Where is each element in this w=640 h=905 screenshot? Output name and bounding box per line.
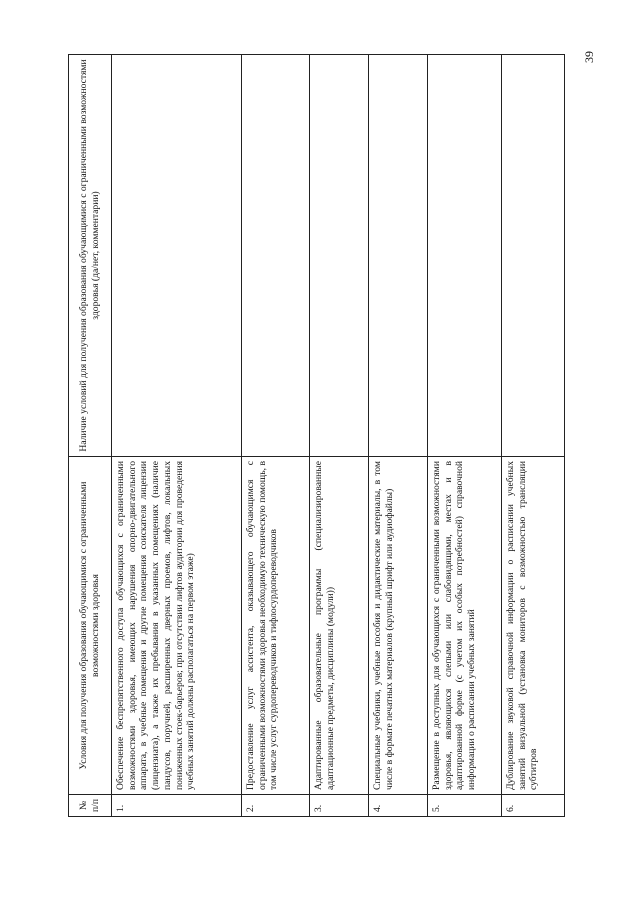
table-row [369,55,428,817]
row-number: 5. [428,795,502,817]
row-availability [428,55,502,457]
header-availability: Наличие условий для получения образования обучающимися с ограниченными возможностями здоровья (да/нет, комментарии) [69,55,112,457]
row-condition: Размещение в доступных для обучающихся с ограниченными возможностями здоровья, являющихся слепыми или слабовидящими, местах и в адаптированной форме (с учетом их особых потребностей) справочной информации о расписании учебных занятий [428,457,502,795]
row-number: 2. [242,795,310,817]
conditions-table [68,54,565,817]
row-availability [369,55,428,457]
row-number: 1. [112,795,242,817]
row-availability [112,55,242,457]
table-header-row [69,55,112,817]
row-condition: Адаптированные образовательные программы (специализированные адаптационные предметы, дисциплины (модули)) [310,457,369,795]
header-condition: Условия для получения образования обучающимися с ограниченными возможностями здоровья [69,457,112,795]
row-availability [502,55,565,457]
table-row [428,55,502,817]
row-availability [310,55,369,457]
row-condition: Обеспечение беспрепятственного доступа обучающихся с ограниченными возможностями здоровья, имеющих нарушения опорно-двигательного аппарата, в учебные помещения и другие помещения соискателя лицензии (лицензиата), а также их пребывания в указанных помещениях (наличие пандусов, поручней, расширенных дверных проемов, лифтов, локальных пониженных стоек-барьеров; при отсутствии лифтов аудитории для проведения учебных занятий должны располагаться на первом этаже) [112,457,242,795]
header-num: № п/п [69,795,112,817]
table-row [112,55,242,817]
row-condition: Дублирование звуковой справочной информации о расписании учебных занятий визуальной (установка мониторов с возможностью трансляции субтитров [502,457,565,795]
table-row [242,55,310,817]
table-row [310,55,369,817]
row-number: 4. [369,795,428,817]
row-number: 6. [502,795,565,817]
page-number: 39 [582,51,596,63]
row-availability [242,55,310,457]
row-condition: Специальные учебники, учебные пособия и дидактические материалы, в том числе в формате печатных материалов (крупный шрифт или аудиофайлы) [369,457,428,795]
row-condition: Предоставление услуг ассистента, оказывающего обучающимся с ограниченными возможностями здоровья необходимую техническую помощь, в том числе услуг сурдопереводчиков и тифлосурдопереводчиков [242,457,310,795]
table-row [502,55,565,817]
row-number: 3. [310,795,369,817]
